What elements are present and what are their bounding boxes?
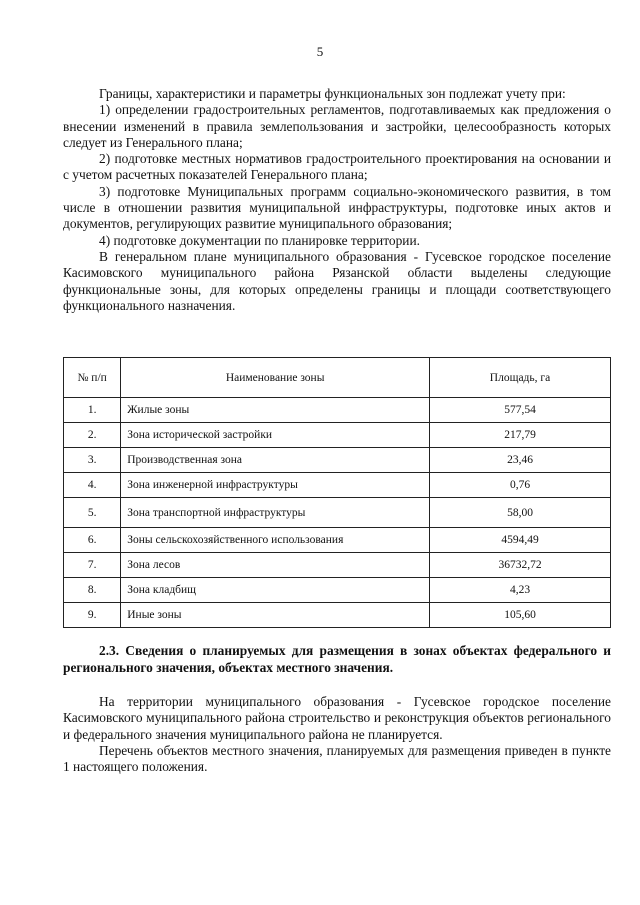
header-number: № п/п (64, 358, 121, 398)
row-number: 7. (64, 553, 121, 578)
table-row (64, 473, 611, 498)
section-heading: 2.3. Сведения о планируемых для размещения в зонах объектах федерального и регионального значения, объектах местного значения. (63, 643, 611, 675)
row-zone-name: Зона инженерной инфраструктуры (121, 473, 430, 498)
row-number: 3. (64, 448, 121, 473)
table-header-row (64, 358, 611, 398)
table-row (64, 448, 611, 473)
table-row (64, 603, 611, 628)
row-zone-name: Иные зоны (121, 603, 430, 628)
row-area: 217,79 (430, 423, 611, 448)
row-number: 4. (64, 473, 121, 498)
row-area: 577,54 (430, 398, 611, 423)
row-number: 5. (64, 498, 121, 528)
intro-item-2: 2) подготовке местных нормативов градостроительного проектирования на основании и с учетом расчетных показателей Генерального плана; (63, 151, 611, 183)
row-zone-name: Производственная зона (121, 448, 430, 473)
row-number: 2. (64, 423, 121, 448)
row-zone-name: Зона транспортной инфраструктуры (121, 498, 430, 528)
intro-item-1: 1) определении градостроительных регламентов, подготавливаемых как предложения о внесении изменений в правила землепользования и застройки, целесообразность которых следует из Генерального плана; (63, 102, 611, 150)
table-row (64, 498, 611, 528)
row-number: 6. (64, 528, 121, 553)
table-row (64, 553, 611, 578)
row-number: 9. (64, 603, 121, 628)
row-area: 4594,49 (430, 528, 611, 553)
row-number: 1. (64, 398, 121, 423)
intro-item-4: 4) подготовке документации по планировке территории. (99, 232, 420, 248)
row-zone-name: Зона исторической застройки (121, 423, 430, 448)
section-paragraph-2: Перечень объектов местного значения, планируемых для размещения приведен в пункте 1 настоящего положения. (63, 742, 611, 775)
intro-lead-paragraph: Границы, характеристики и параметры функциональных зон подлежат учету при: (99, 86, 566, 101)
zones-intro-paragraph: В генеральном плане муниципального образования - Гусевское городское поселение Касимовского муниципального района Рязанской области выделены следующие функциональные зоны, для которых определены границы и площади соответствующего функционального назначения. (63, 248, 611, 313)
header-area: Площадь, га (430, 358, 611, 398)
row-area: 23,46 (430, 448, 611, 473)
row-zone-name: Зона кладбищ (121, 578, 430, 603)
table-row (64, 578, 611, 603)
row-area: 105,60 (430, 603, 611, 628)
row-zone-name: Зоны сельскохозяйственного использования (121, 528, 430, 553)
table-row (64, 423, 611, 448)
row-area: 0,76 (430, 473, 611, 498)
row-area: 4,23 (430, 578, 611, 603)
row-number: 8. (64, 578, 121, 603)
section-body (63, 694, 611, 775)
intro-text (63, 86, 611, 314)
table-row (64, 528, 611, 553)
row-zone-name: Жилые зоны (121, 398, 430, 423)
page-number: 5 (316, 44, 324, 59)
section-paragraph-1: На территории муниципального образования - Гусевское городское поселение Касимовского муниципального района строительство и реконструкция объектов регионального и федерального значения муниципального района не планируется. (63, 694, 611, 742)
functional-zones-table (63, 357, 611, 628)
row-area: 36732,72 (430, 553, 611, 578)
header-zone-name: Наименование зоны (121, 358, 430, 398)
intro-item-3: 3) подготовке Муниципальных программ социально-экономического развития, в том числе в отношении развития муниципальной инфраструктуры, подготовке иных актов и документов, регулирующих развитие муниципального образования; (63, 183, 611, 232)
table-row (64, 398, 611, 423)
row-area: 58,00 (430, 498, 611, 528)
row-zone-name: Зона лесов (121, 553, 430, 578)
